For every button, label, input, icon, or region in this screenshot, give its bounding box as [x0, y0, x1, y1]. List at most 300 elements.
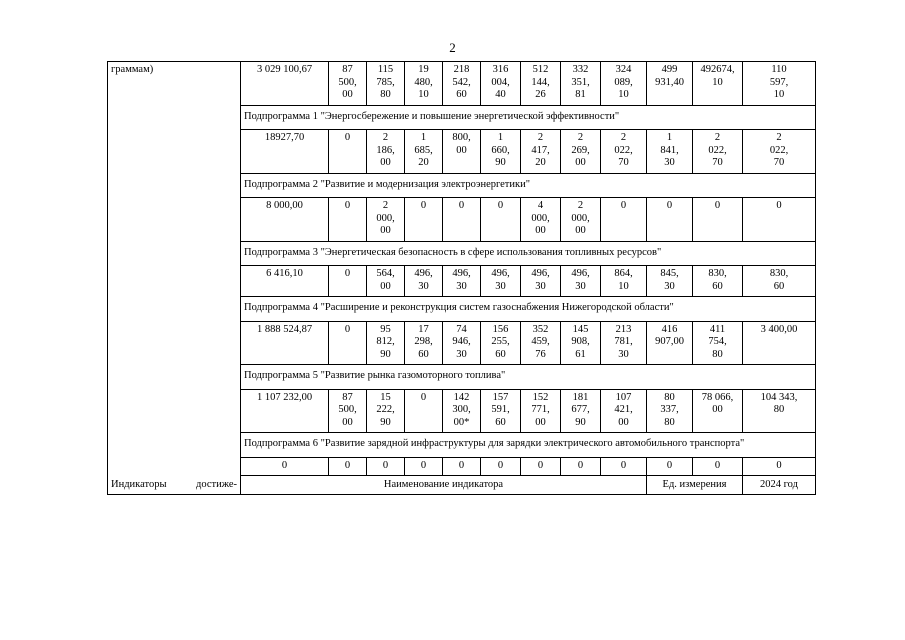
value-cell	[405, 130, 443, 174]
row-label	[108, 241, 241, 266]
cell-line: 416	[661, 323, 678, 335]
value-cell	[743, 266, 816, 297]
value-cell	[693, 389, 743, 433]
cell-line: 00	[535, 225, 546, 236]
year-header: 2024 год	[743, 476, 816, 495]
cell-line: 26	[535, 89, 546, 100]
cell-line: 145	[572, 323, 589, 335]
cell-line: 685,	[414, 144, 433, 156]
cell-line: 87	[342, 391, 353, 403]
indicator-name-header: Наименование индикатора	[241, 476, 647, 495]
cell-line: 157	[492, 391, 509, 403]
cell-line: 417,	[531, 144, 550, 156]
cell-line: 30	[618, 348, 629, 360]
value-cell	[481, 457, 521, 476]
cell-line: 660,	[491, 144, 510, 156]
cell-line: 00	[380, 157, 391, 168]
cell-line: 2	[714, 132, 721, 143]
cell-line: 70	[618, 157, 629, 168]
cell-line: 3 400,00	[760, 323, 798, 335]
value-cell	[443, 62, 481, 106]
cell-line: 115	[377, 64, 394, 75]
value-cell	[521, 321, 561, 365]
table-row	[108, 266, 816, 297]
subprogram-title: Подпрограмма 3 "Энергетическая безопасность в сфере использования топливных ресурсов"	[241, 241, 816, 266]
cell-line: 812,	[376, 336, 395, 347]
value-cell	[743, 198, 816, 242]
cell-line: 022,	[769, 144, 789, 156]
cell-line: 496,	[414, 268, 433, 279]
value-cell	[601, 130, 647, 174]
value-cell	[367, 198, 405, 242]
indicators-word: Индикаторы	[111, 478, 167, 490]
total-value: 8 000,00	[266, 200, 303, 211]
cell-line: 2	[776, 132, 782, 143]
cell-line: 181	[572, 391, 589, 403]
cell-line: 0	[497, 459, 504, 471]
row-label	[108, 62, 241, 106]
cell-line: 20	[418, 157, 429, 168]
value-cell	[601, 198, 647, 242]
cell-line: 0	[620, 459, 627, 471]
cell-line: 4	[537, 200, 544, 211]
value-cell	[481, 130, 521, 174]
total-value: 0	[281, 459, 288, 471]
cell-line: 421,	[614, 404, 633, 415]
cell-line: 30	[664, 280, 675, 292]
cell-line: 0	[666, 200, 673, 211]
total-value: 3 029 100,67	[256, 64, 313, 75]
unit-header: Ед. измерения	[647, 476, 743, 495]
row-label	[108, 173, 241, 198]
value-cell	[647, 62, 693, 106]
cell-line: 110	[771, 64, 787, 75]
cell-line: 0	[344, 323, 351, 335]
page-number: 2	[449, 40, 456, 55]
subprogram-title-row	[108, 433, 816, 458]
total-cell	[241, 130, 329, 174]
total-cell	[241, 389, 329, 433]
cell-line: 022,	[708, 144, 727, 156]
cell-line: 0	[344, 200, 351, 211]
cell-line: 10	[618, 280, 629, 292]
subprogram-title: Подпрограмма 1 "Энергосбережение и повышение энергетической эффективности"	[241, 105, 816, 130]
cell-line: 10	[618, 89, 629, 100]
value-cell	[367, 266, 405, 297]
cell-line: 931,40	[655, 76, 684, 88]
cell-line: 677,	[571, 404, 590, 415]
cell-line: 95	[380, 323, 391, 335]
value-cell	[601, 266, 647, 297]
value-cell	[521, 389, 561, 433]
cell-line: 17	[418, 323, 429, 335]
cell-line: 81	[575, 89, 586, 100]
subprogram-title: Подпрограмма 2 "Развитие и модернизация электроэнергетики"	[241, 173, 816, 198]
cell-line: 1	[497, 132, 504, 143]
cell-line: 0	[458, 459, 465, 471]
total-value: 1 888 524,87	[256, 323, 313, 335]
value-cell	[693, 62, 743, 106]
cell-line: 800,	[452, 132, 471, 143]
cell-line: 00	[575, 225, 586, 236]
subprogram-title: Подпрограмма 4 "Расширение и реконструкция систем газоснабжения Нижегородской области"	[241, 297, 816, 322]
cell-line: 771,	[531, 404, 550, 415]
cell-line: 00	[618, 416, 629, 428]
cell-line: 80	[380, 89, 391, 100]
value-cell	[481, 266, 521, 297]
cell-line: 00*	[453, 416, 470, 428]
cell-line: 1	[420, 132, 427, 143]
value-cell	[405, 321, 443, 365]
cell-line: 2	[577, 200, 584, 211]
cell-line: 80	[773, 404, 785, 415]
cell-line: 2	[537, 132, 544, 143]
cell-line: 60	[495, 416, 506, 428]
value-cell	[521, 457, 561, 476]
cell-line: 2	[382, 132, 389, 143]
value-cell	[443, 389, 481, 433]
cell-line: 830,	[769, 268, 789, 279]
subprogram-title: Подпрограмма 6 "Развитие зарядной инфраструктуры для зарядки электрического автомобильного транспорта"	[241, 433, 816, 458]
row-label	[108, 433, 241, 458]
table-row	[108, 321, 816, 365]
value-cell	[329, 198, 367, 242]
total-value: 18927,70	[264, 132, 305, 143]
cell-line: 0	[344, 132, 351, 143]
cell-line: 785,	[376, 76, 395, 88]
value-cell	[561, 266, 601, 297]
row-label	[108, 321, 241, 365]
cell-line: 300,	[452, 404, 471, 415]
value-cell	[601, 389, 647, 433]
cell-line: 0	[382, 459, 389, 471]
table-row	[108, 62, 816, 106]
value-cell	[647, 389, 693, 433]
value-cell	[693, 457, 743, 476]
cell-line: 00	[535, 416, 546, 428]
cell-line: 156	[492, 323, 509, 335]
value-cell	[329, 321, 367, 365]
total-value: 6 416,10	[266, 268, 303, 279]
cell-line: 542,	[452, 76, 471, 88]
cell-line: 00	[380, 280, 391, 292]
cell-line: 30	[535, 280, 546, 292]
cell-line: 0	[620, 200, 627, 211]
value-cell	[647, 266, 693, 297]
subprogram-title: Подпрограмма 5 "Развитие рынка газомоторного топлива"	[241, 365, 816, 390]
cell-line: 00	[712, 404, 723, 415]
cell-line: 0	[420, 459, 427, 471]
value-cell	[405, 62, 443, 106]
cell-line: 30	[575, 280, 586, 292]
cell-line: 0	[458, 200, 465, 211]
row-label	[108, 389, 241, 433]
cell-line: 19	[418, 64, 429, 75]
cell-line: 1	[666, 132, 673, 143]
cell-line: 022,	[614, 144, 633, 156]
cell-line: 324	[615, 64, 632, 75]
value-cell	[405, 266, 443, 297]
cell-line: 00	[342, 416, 353, 428]
cell-line: 15	[380, 391, 391, 403]
cell-line: 332	[572, 64, 589, 75]
cell-line: 411	[709, 323, 726, 335]
value-cell	[693, 130, 743, 174]
cell-line: 864,	[614, 268, 633, 279]
value-cell	[647, 321, 693, 365]
cell-line: 10	[418, 89, 429, 100]
value-cell	[561, 321, 601, 365]
cell-line: 496,	[452, 268, 471, 279]
cell-line: 000,	[531, 212, 550, 224]
cell-line: 500,	[338, 76, 357, 88]
value-cell	[443, 321, 481, 365]
value-cell	[743, 389, 816, 433]
value-cell	[561, 457, 601, 476]
total-cell	[241, 62, 329, 106]
value-cell	[443, 266, 481, 297]
value-cell	[743, 62, 816, 106]
cell-line: 754,	[708, 336, 727, 347]
cell-line: 0	[420, 200, 427, 211]
row-label-text: граммам)	[111, 64, 154, 75]
row-label	[108, 457, 241, 476]
cell-line: 781,	[614, 336, 633, 347]
cell-line: 0	[666, 459, 673, 471]
cell-line: 60	[418, 348, 429, 360]
cell-line: 30	[456, 348, 467, 360]
cell-line: 496,	[531, 268, 550, 279]
cell-line: 30	[495, 280, 506, 292]
cell-line: 512	[532, 64, 549, 75]
cell-line: 351,	[571, 76, 590, 88]
cell-line: 907,00	[655, 336, 684, 347]
value-cell	[329, 389, 367, 433]
value-cell	[329, 130, 367, 174]
value-cell	[521, 130, 561, 174]
cell-line: 104 343,	[760, 391, 798, 403]
table-row	[108, 389, 816, 433]
cell-line: 591,	[491, 404, 510, 415]
cell-line: 87	[342, 64, 353, 75]
cell-line: 80	[712, 348, 723, 360]
cell-line: 946,	[452, 336, 471, 347]
indicators-header-row	[108, 476, 816, 495]
value-cell	[601, 321, 647, 365]
cell-line: 255,	[491, 336, 510, 347]
budget-table	[107, 61, 816, 495]
cell-line: 90	[495, 157, 506, 168]
value-cell	[743, 130, 816, 174]
cell-line: 60	[712, 280, 723, 292]
cell-line: 60	[495, 348, 506, 360]
cell-line: 30	[456, 280, 467, 292]
row-label	[108, 198, 241, 242]
cell-line: 000,	[376, 212, 395, 224]
table-row	[108, 457, 816, 476]
value-cell	[405, 389, 443, 433]
value-cell	[561, 389, 601, 433]
cell-line: 76	[535, 348, 546, 360]
value-cell	[601, 457, 647, 476]
value-cell	[693, 266, 743, 297]
cell-line: 152	[532, 391, 549, 403]
cell-line: 499	[661, 64, 678, 75]
indicators-label	[108, 476, 241, 495]
cell-line: 2	[620, 132, 627, 143]
row-label	[108, 297, 241, 322]
cell-line: 70	[773, 157, 785, 168]
value-cell	[647, 130, 693, 174]
cell-line: 841,	[660, 144, 679, 156]
cell-line: 40	[495, 89, 506, 100]
value-cell	[693, 321, 743, 365]
row-label	[108, 130, 241, 174]
value-cell	[367, 389, 405, 433]
value-cell	[743, 321, 816, 365]
cell-line: 10	[712, 76, 723, 88]
total-value: 1 107 232,00	[256, 391, 313, 403]
cell-line: 0	[714, 459, 721, 471]
row-label	[108, 365, 241, 390]
cell-line: 459,	[531, 336, 550, 347]
total-cell	[241, 321, 329, 365]
cell-line: 00	[575, 157, 586, 168]
table-row	[108, 130, 816, 174]
cell-line: 298,	[414, 336, 433, 347]
cell-line: 30	[664, 157, 675, 168]
cell-line: 2	[577, 132, 584, 143]
cell-line: 222,	[376, 404, 395, 415]
cell-line: 0	[344, 268, 351, 279]
subprogram-title-row	[108, 241, 816, 266]
cell-line: 107	[615, 391, 632, 403]
cell-line: 70	[712, 157, 723, 168]
cell-line: 480,	[414, 76, 433, 88]
cell-line: 845,	[660, 268, 679, 279]
cell-line: 0	[537, 459, 544, 471]
subprogram-title-row	[108, 105, 816, 130]
cell-line: 089,	[614, 76, 633, 88]
cell-line: 0	[420, 391, 427, 403]
cell-line: 269,	[571, 144, 590, 156]
value-cell	[601, 62, 647, 106]
cell-line: 20	[535, 157, 546, 168]
cell-line: 564,	[376, 268, 395, 279]
total-cell	[241, 198, 329, 242]
cell-line: 78 066,	[701, 391, 734, 403]
cell-line: 496,	[571, 268, 590, 279]
value-cell	[367, 321, 405, 365]
cell-line: 004,	[491, 76, 510, 88]
subprogram-title-row	[108, 365, 816, 390]
value-cell	[405, 198, 443, 242]
cell-line: 90	[380, 416, 391, 428]
cell-line: 60	[456, 89, 467, 100]
cell-line: 352	[532, 323, 549, 335]
cell-line: 218	[453, 64, 470, 75]
cell-line: 2	[382, 200, 389, 211]
cell-line: 90	[380, 348, 391, 360]
table-row	[108, 198, 816, 242]
value-cell	[647, 457, 693, 476]
cell-line: 00	[342, 89, 353, 100]
value-cell	[521, 266, 561, 297]
value-cell	[561, 198, 601, 242]
value-cell	[647, 198, 693, 242]
cell-line: 000,	[571, 212, 590, 224]
cell-line: 0	[776, 200, 782, 211]
subprogram-title-row	[108, 297, 816, 322]
row-label	[108, 105, 241, 130]
value-cell	[329, 62, 367, 106]
value-cell	[481, 198, 521, 242]
cell-line: 337,	[660, 404, 679, 415]
cell-line: 80	[664, 391, 675, 403]
total-cell	[241, 266, 329, 297]
cell-line: 74	[456, 323, 467, 335]
cell-line: 0	[497, 200, 504, 211]
value-cell	[521, 62, 561, 106]
cell-line: 0	[714, 200, 721, 211]
cell-line: 597,	[769, 76, 789, 88]
cell-line: 186,	[376, 144, 395, 156]
cell-line: 500,	[338, 404, 357, 415]
value-cell	[443, 457, 481, 476]
cell-line: 00	[380, 225, 391, 236]
cell-line: 316	[492, 64, 509, 75]
value-cell	[443, 130, 481, 174]
value-cell	[693, 198, 743, 242]
subprogram-title-row	[108, 173, 816, 198]
value-cell	[329, 457, 367, 476]
value-cell	[481, 389, 521, 433]
cell-line: 144,	[531, 76, 550, 88]
cell-line: 30	[418, 280, 429, 292]
value-cell	[329, 266, 367, 297]
value-cell	[561, 62, 601, 106]
cell-line: 0	[577, 459, 584, 471]
cell-line: 830,	[708, 268, 727, 279]
cell-line: 492674,	[700, 64, 735, 75]
value-cell	[367, 62, 405, 106]
cell-line: 213	[615, 323, 632, 335]
value-cell	[367, 130, 405, 174]
cell-line: 00	[456, 144, 467, 156]
cell-line: 0	[344, 459, 351, 471]
value-cell	[405, 457, 443, 476]
total-cell	[241, 457, 329, 476]
cell-line: 80	[664, 416, 675, 428]
cell-line: 142	[453, 391, 470, 403]
cell-line: 908,	[571, 336, 590, 347]
value-cell	[521, 198, 561, 242]
cell-line: 90	[575, 416, 586, 428]
value-cell	[443, 198, 481, 242]
value-cell	[743, 457, 816, 476]
value-cell	[481, 321, 521, 365]
value-cell	[367, 457, 405, 476]
cell-line: 496,	[491, 268, 510, 279]
cell-line: 61	[575, 348, 586, 360]
value-cell	[561, 130, 601, 174]
cell-line: 0	[776, 459, 782, 471]
value-cell	[481, 62, 521, 106]
indicators-word-2: достиже-	[196, 478, 237, 490]
cell-line: 60	[773, 280, 785, 292]
row-label	[108, 266, 241, 297]
cell-line: 10	[773, 89, 785, 100]
